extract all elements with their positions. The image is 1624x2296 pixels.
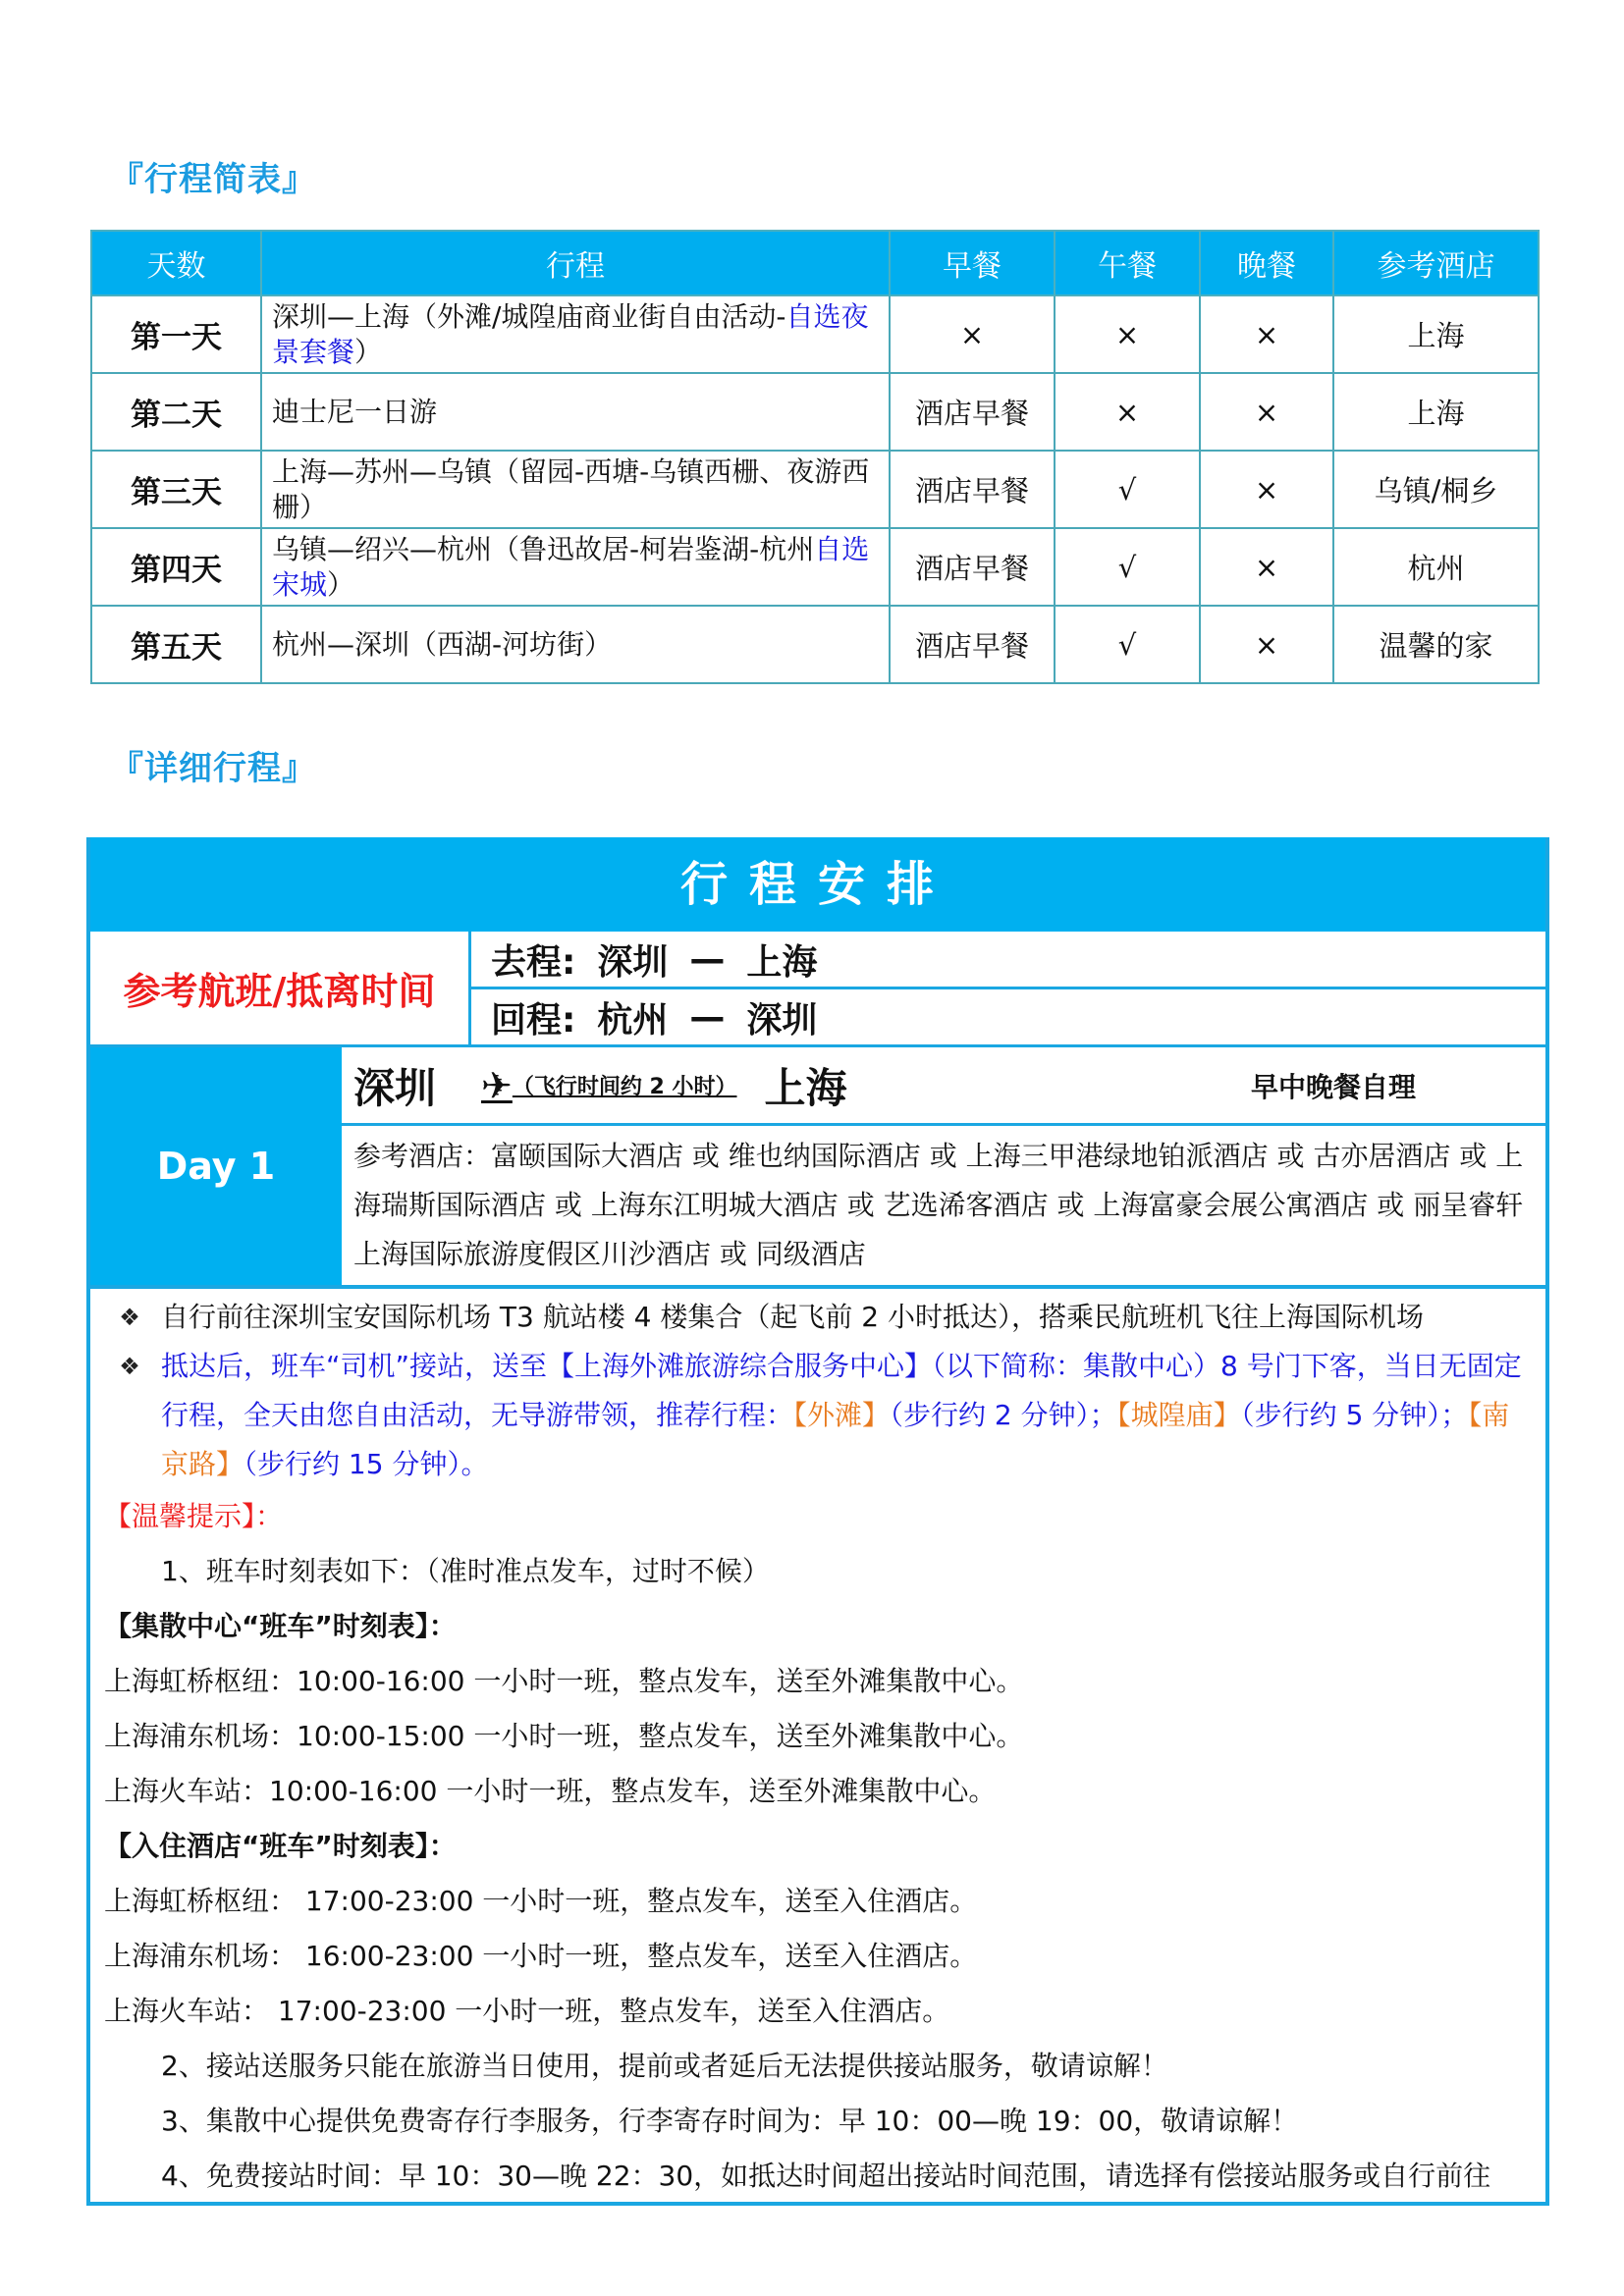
header-lunch: 午餐 <box>1055 231 1200 295</box>
schedule1-row: 上海虹桥枢纽：10:00-16:00 一小时一班，整点发车，送至外滩集散中心。 <box>104 1665 1024 1697</box>
route-cell <box>261 451 890 528</box>
tip-3: 3、集散中心提供免费寄存行李服务，行李寄存时间为：早 10：00—晚 19：00，敬请谅解！ <box>161 2105 1299 2137</box>
breakfast-cell: 酒店早餐 <box>890 451 1055 528</box>
table-header-row <box>91 231 1539 295</box>
return-label: 回程: <box>491 999 576 1041</box>
route-tail: ） <box>327 567 355 601</box>
route-text: 上海—苏州—乌镇（留园-西塘-乌镇西栅、夜游西栅） <box>272 454 870 523</box>
dinner-cell: × <box>1200 528 1333 606</box>
hotel-cell: 上海 <box>1333 373 1539 451</box>
table-row <box>91 528 1539 606</box>
return-from: 杭州 <box>597 999 669 1041</box>
breakfast-cell: 酒店早餐 <box>890 373 1055 451</box>
day1-route-header <box>342 1047 1545 1126</box>
schedule1-row: 上海浦东机场：10:00-15:00 一小时一班，整点发车，送至外滩集散中心。 <box>104 1720 1024 1752</box>
lunch-cell: √ <box>1055 451 1200 528</box>
attraction-temple: 【城隍庙】 <box>1116 1399 1241 1431</box>
hotel-cell: 杭州 <box>1333 528 1539 606</box>
bullet-item <box>104 1342 1532 1489</box>
bullet-text <box>161 1342 1532 1489</box>
dinner-cell: × <box>1200 295 1333 373</box>
breakfast-cell: × <box>890 295 1055 373</box>
route-text: 乌镇—绍兴—杭州（鲁迅故居-柯岩鉴湖-杭州 <box>272 532 815 565</box>
schedule1-title: 【集散中心“班车”时刻表】： <box>104 1610 457 1642</box>
arrival-text: 抵达后，班车“司机”接站，送至【上海外滩旅游综合服务中心】（以下简称：集散中心）8 号门下客，当日无固定行程，全天由您自由活动，无导游带领，推荐行程： <box>161 1350 1522 1431</box>
schedule2-title: 【入住酒店“班车”时刻表】： <box>104 1830 457 1862</box>
outbound-flight <box>471 932 1545 987</box>
optional-package-text: 自选宋城 <box>272 532 870 601</box>
breakfast-cell: 酒店早餐 <box>890 528 1055 606</box>
outbound-to: 上海 <box>746 941 818 983</box>
outbound-label: 去程: <box>491 941 576 983</box>
lunch-cell: × <box>1055 373 1200 451</box>
walk-time-bund: （步行约 2 分钟）； <box>890 1399 1117 1431</box>
table-row <box>91 295 1539 373</box>
route-cell <box>261 295 890 373</box>
diamond-bullet-icon: ❖ <box>119 1353 140 1380</box>
lunch-cell: √ <box>1055 606 1200 683</box>
lunch-cell: √ <box>1055 528 1200 606</box>
outbound-dash: — <box>689 938 726 980</box>
route-text: 杭州—深圳（西湖-河坊街） <box>272 627 613 661</box>
day-cell: 第二天 <box>91 373 261 451</box>
day1-reference-hotels: 参考酒店：富颐国际大酒店 或 维也纳国际酒店 或 上海三甲港绿地铂派酒店 或 古亦居酒店 或 上海瑞斯国际酒店 或 上海东江明城大酒店 或 艺选浠客酒店 或 上海富豪会展公寓酒店 或 丽呈睿轩上海国际旅游度假区川沙酒店 或 同级酒店 <box>353 1140 1524 1270</box>
day1-row <box>90 1047 1545 1289</box>
summary-section-title: 『行程简表』 <box>110 160 316 199</box>
day-cell: 第四天 <box>91 528 261 606</box>
breakfast-cell: 酒店早餐 <box>890 606 1055 683</box>
day1-label: Day 1 <box>90 1047 342 1285</box>
hotel-cell: 上海 <box>1333 295 1539 373</box>
day1-content <box>90 1289 1545 2204</box>
return-dash: — <box>689 996 726 1038</box>
lunch-cell: × <box>1055 295 1200 373</box>
route-tail: ） <box>354 335 383 368</box>
hotel-cell: 温馨的家 <box>1333 606 1539 683</box>
optional-package-text: 自选夜景套餐 <box>272 299 869 368</box>
route-text: 深圳—上海（外滩/城隍庙商业街自由活动- <box>272 299 786 333</box>
route-text: 迪士尼一日游 <box>272 395 438 428</box>
header-day: 天数 <box>91 231 261 295</box>
tips-title: 【温馨提示】： <box>104 1500 284 1532</box>
diamond-bullet-icon: ❖ <box>119 1304 140 1331</box>
walk-time-temple: （步行约 5 分钟）； <box>1240 1399 1469 1431</box>
route-cell <box>261 528 890 606</box>
day-cell: 第五天 <box>91 606 261 683</box>
schedule1-row: 上海火车站：10:00-16:00 一小时一班，整点发车，送至外滩集散中心。 <box>104 1775 997 1807</box>
bullet-item <box>104 1293 1532 1342</box>
walk-time-nanjing: （步行约 15 分钟）。 <box>244 1448 489 1480</box>
bullet-text: 自行前往深圳宝安国际机场 T3 航站楼 4 楼集合（起飞前 2 小时抵达），搭乘民航班机飞往上海国际机场 <box>161 1301 1424 1333</box>
dinner-cell: × <box>1200 606 1333 683</box>
tip-4: 4、免费接站时间：早 10：30—晚 22：30，如抵达时间超出接站时间范围，请选择有偿接站服务或自行前往 <box>161 2160 1491 2192</box>
table-row <box>91 606 1539 683</box>
table-row <box>91 451 1539 528</box>
outbound-from: 深圳 <box>597 941 669 983</box>
hotel-cell: 乌镇/桐乡 <box>1333 451 1539 528</box>
tip-2: 2、接站送服务只能在旅游当日使用，提前或者延后无法提供接站服务，敬请谅解！ <box>161 2050 1168 2082</box>
header-breakfast: 早餐 <box>890 231 1055 295</box>
dinner-cell: × <box>1200 373 1333 451</box>
day-cell: 第三天 <box>91 451 261 528</box>
day1-from-city: 深圳 <box>353 1063 437 1112</box>
itinerary-banner: 行程安排 <box>90 837 1545 932</box>
flight-duration: （飞行时间约 2 小时） <box>512 1075 737 1099</box>
schedule2-row: 上海火车站： 17:00-23:00 一小时一班，整点发车，送至入住酒店。 <box>104 1995 950 2027</box>
detail-section-title: 『详细行程』 <box>110 749 316 788</box>
return-to: 深圳 <box>746 999 818 1041</box>
schedule2-row: 上海浦东机场： 16:00-23:00 一小时一班，整点发车，送至入住酒店。 <box>104 1940 978 1972</box>
attraction-nanjing-road: 【南京路】 <box>161 1399 1510 1480</box>
tip-1: 1、班车时刻表如下：（准时准点发车，过时不候） <box>161 1555 770 1587</box>
dinner-cell: × <box>1200 451 1333 528</box>
schedule2-row: 上海虹桥枢纽： 17:00-23:00 一小时一班，整点发车，送至入住酒店。 <box>104 1885 978 1917</box>
day-cell: 第一天 <box>91 295 261 373</box>
day1-meals: 早中晚餐自理 <box>1250 1070 1416 1103</box>
return-flight <box>471 987 1545 1044</box>
route-cell <box>261 373 890 451</box>
flight-label: 参考航班/抵离时间 <box>90 932 471 1044</box>
airplane-icon: ✈ <box>481 1063 513 1107</box>
route-cell <box>261 606 890 683</box>
header-route: 行程 <box>261 231 890 295</box>
flight-info-row <box>90 932 1545 1047</box>
attraction-bund: 【外滩】 <box>793 1399 891 1431</box>
table-row <box>91 373 1539 451</box>
itinerary-summary-table <box>90 230 1540 684</box>
header-hotel: 参考酒店 <box>1333 231 1539 295</box>
detail-itinerary-box <box>86 837 1549 2206</box>
header-dinner: 晚餐 <box>1200 231 1333 295</box>
day1-to-city: 上海 <box>764 1063 847 1112</box>
